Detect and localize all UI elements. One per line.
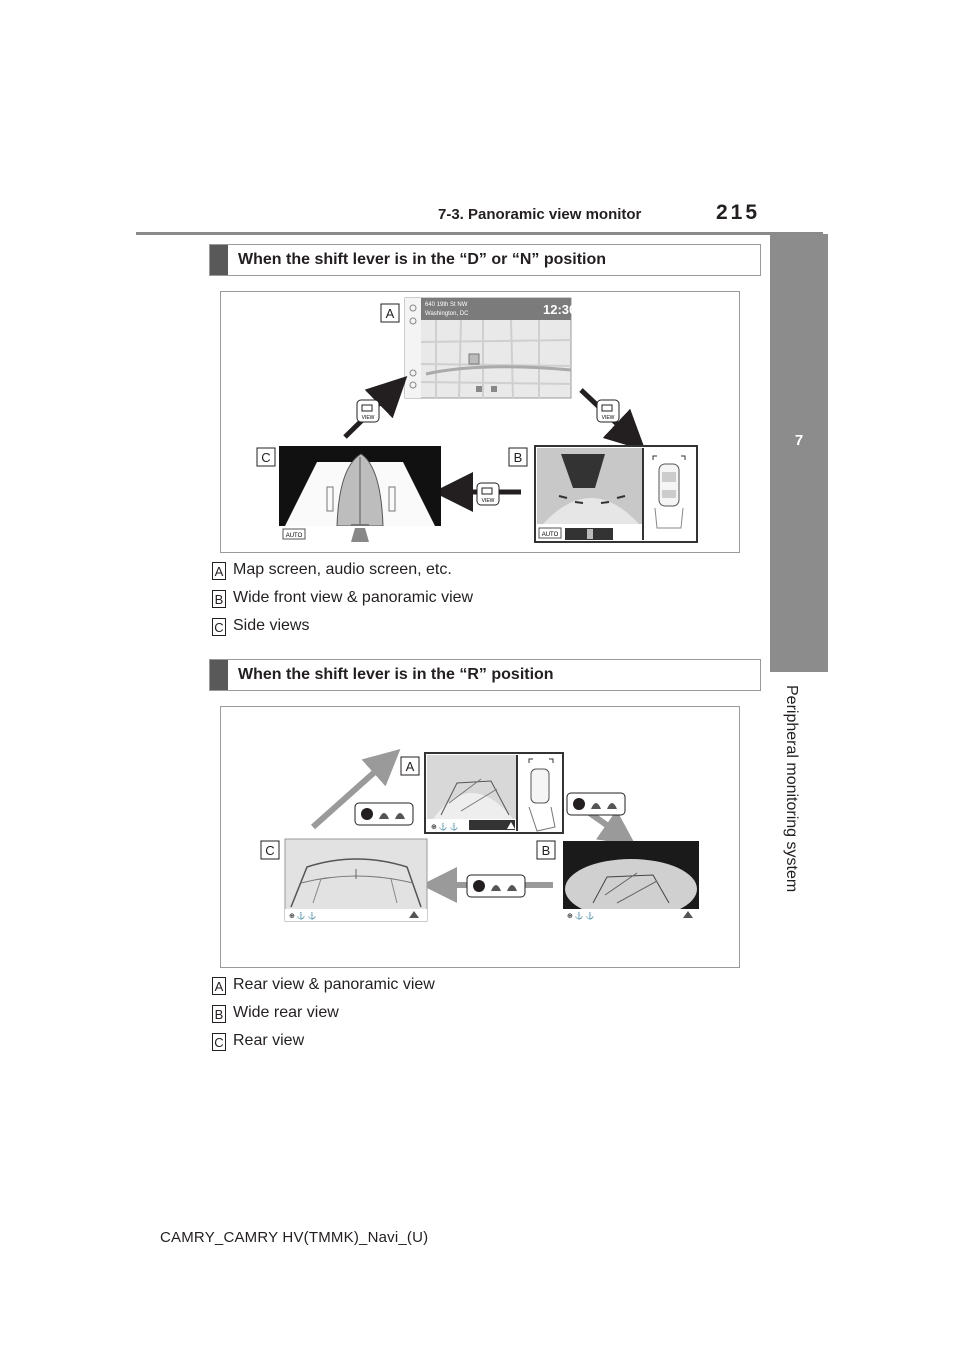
figure-d-n-screens	[220, 291, 740, 553]
camera-switch-icon	[567, 793, 625, 815]
view-button-icon	[357, 400, 379, 422]
svg-text:AUTO: AUTO	[541, 532, 559, 538]
section-heading: 7-3. Panoramic view monitor	[438, 206, 642, 223]
svg-text:C: C	[261, 450, 271, 465]
item-badge: C	[212, 618, 226, 636]
item-text: Side views	[233, 617, 310, 634]
item-badge: A	[212, 562, 226, 580]
list-item	[212, 617, 309, 636]
section-header-r	[209, 659, 761, 691]
list-item	[212, 976, 435, 995]
item-badge: B	[212, 590, 226, 608]
figure-r-screens	[220, 706, 740, 968]
section-header-bar	[210, 660, 228, 690]
map-address: 640 19th St NW	[425, 302, 468, 308]
camera-switch-icon	[355, 803, 413, 825]
svg-text:AUTO: AUTO	[285, 533, 303, 539]
svg-text:A: A	[405, 759, 415, 774]
item-text: Map screen, audio screen, etc.	[233, 561, 452, 578]
label-a	[381, 304, 399, 322]
svg-text:B: B	[513, 450, 523, 465]
list-item	[212, 1004, 339, 1023]
svg-text:⊕ ⚓ ⚓: ⊕ ⚓ ⚓	[289, 913, 317, 920]
side-views-screen	[279, 446, 441, 542]
svg-text:B: B	[541, 843, 551, 858]
label-b	[537, 841, 555, 859]
rear-panoramic-screen	[425, 753, 563, 833]
svg-text:A: A	[385, 306, 395, 321]
item-badge: B	[212, 1005, 226, 1023]
item-badge: C	[212, 1033, 226, 1051]
item-text: Rear view	[233, 1032, 305, 1049]
label-a	[401, 757, 419, 775]
figure-r-drawing	[221, 707, 741, 969]
footer-model-code: CAMRY_CAMRY HV(TMMK)_Navi_(U)	[160, 1229, 429, 1246]
section-header-d-n	[209, 244, 761, 276]
item-text: Wide front view & panoramic view	[233, 589, 474, 606]
camera-switch-icon	[467, 875, 525, 897]
page-number: 215	[716, 201, 761, 224]
list-item	[212, 561, 452, 580]
map-screen	[405, 298, 576, 398]
item-text: Wide rear view	[233, 1004, 339, 1021]
item-badge: A	[212, 977, 226, 995]
svg-text:C: C	[265, 843, 275, 858]
section-header-title: When the shift lever is in the “D” or “N” position	[238, 251, 607, 268]
wide-front-panoramic-screen	[535, 446, 697, 542]
map-city: Washington, DC	[425, 311, 469, 317]
rear-view-screen	[285, 839, 427, 921]
svg-text:⊕ ⚓ ⚓: ⊕ ⚓ ⚓	[431, 824, 459, 831]
svg-text:VIEW: VIEW	[481, 498, 495, 504]
map-time: 12:30	[543, 302, 577, 317]
figure-d-n-drawing	[221, 292, 741, 554]
chapter-number: 7	[794, 432, 804, 449]
wide-rear-view-screen	[563, 841, 699, 921]
label-c	[261, 841, 279, 859]
svg-text:⊕ ⚓ ⚓: ⊕ ⚓ ⚓	[567, 913, 595, 920]
svg-text:VIEW: VIEW	[361, 415, 375, 421]
label-b	[509, 448, 527, 466]
section-header-title: When the shift lever is in the “R” position	[238, 666, 554, 683]
list-item	[212, 1032, 304, 1051]
header-rule	[136, 232, 823, 235]
list-item	[212, 589, 473, 608]
item-text: Rear view & panoramic view	[233, 976, 435, 993]
svg-text:VIEW: VIEW	[601, 415, 615, 421]
section-header-bar	[210, 245, 228, 275]
chapter-label: Peripheral monitoring system	[783, 685, 800, 893]
view-button-icon	[477, 483, 499, 505]
chapter-tab	[770, 234, 828, 672]
label-c	[257, 448, 275, 466]
view-button-icon	[597, 400, 619, 422]
